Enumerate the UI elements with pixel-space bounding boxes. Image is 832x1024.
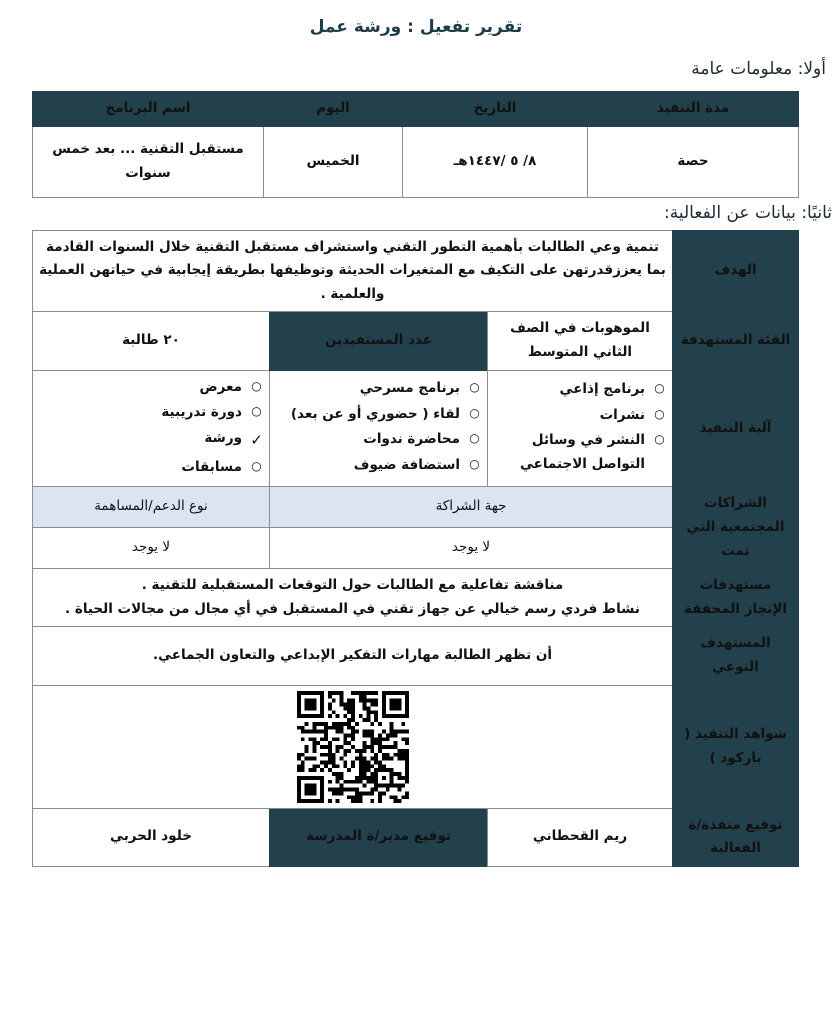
mechanism-option[interactable]	[39, 376, 263, 400]
mechanism-options-column-left	[32, 370, 269, 487]
mechanism-option[interactable]	[39, 401, 263, 425]
column-header-support-type: نوع الدعم/المساهمة	[32, 487, 269, 528]
empty-circle-icon[interactable]	[653, 404, 666, 427]
row-signatures	[32, 808, 798, 866]
achievement-line: مناقشة تفاعلية مع الطالبات حول التوقعات المستقبلية للتقنية .	[141, 577, 564, 594]
mechanism-options-column-middle	[270, 370, 488, 487]
mechanism-option[interactable]	[276, 428, 481, 452]
value-target-group: الموهوبات في الصف الثاني المتوسط	[488, 312, 673, 370]
value-duration: حصة	[588, 127, 799, 198]
value-support-type: لا يوجد	[32, 528, 269, 569]
mechanism-option-label: ورشة	[204, 429, 242, 446]
general-info-table	[32, 91, 799, 198]
column-header-duration: مدة التنفيذ	[588, 92, 799, 127]
label-target-group: الفئة المستهدفة	[673, 312, 799, 370]
option-list-right	[494, 378, 666, 477]
empty-circle-icon[interactable]	[653, 378, 666, 401]
mechanism-option-label: استضافة ضيوف	[353, 457, 460, 474]
mechanism-option[interactable]	[276, 454, 481, 478]
empty-circle-icon[interactable]	[468, 403, 481, 426]
label-achievement-targets: مستهدفات الإنجاز المحققة	[673, 569, 799, 627]
row-qualitative-target	[32, 627, 798, 685]
section-heading-general-info: أولا: معلومات عامة	[691, 59, 826, 80]
row-partnerships-header	[32, 487, 798, 528]
row-achievements	[32, 569, 798, 627]
value-achievement-targets	[32, 569, 672, 627]
achievement-line: نشاط فردي رسم خيالي عن جهاز تقني في المستقبل في أي مجال من مجالات الحياة .	[65, 600, 640, 617]
value-executor-name: ريم القحطاني	[488, 808, 673, 866]
table-header-row	[33, 92, 799, 127]
mechanism-option-label: معرض	[199, 378, 242, 395]
empty-circle-icon[interactable]	[468, 377, 481, 400]
mechanism-option-label: نشرات	[599, 406, 645, 423]
label-qualitative-target: المستهدف النوعي	[673, 627, 799, 685]
mechanism-option-label: محاضرة ندوات	[363, 431, 460, 448]
value-date: ٨/ ٥ /١٤٤٧هـ	[403, 127, 588, 198]
value-day: الخميس	[264, 127, 403, 198]
value-beneficiaries-count: ٢٠ طالبة	[32, 312, 269, 370]
mechanism-option[interactable]	[39, 456, 263, 480]
qr-code-icon[interactable]	[294, 691, 412, 803]
mechanism-option-label: برنامج مسرحي	[359, 380, 460, 397]
column-header-program-name: اسم البرنامج	[33, 92, 264, 127]
checkmark-icon[interactable]	[250, 427, 263, 454]
value-program-name: مستقبل التقنية ... بعد خمس سنوات	[33, 127, 264, 198]
mechanism-option[interactable]	[494, 404, 666, 428]
mechanism-options-column-right	[488, 370, 673, 487]
mechanism-option-label: دورة تدريبية	[161, 404, 242, 421]
empty-circle-icon[interactable]	[250, 456, 263, 479]
empty-circle-icon[interactable]	[250, 401, 263, 424]
empty-circle-icon[interactable]	[250, 376, 263, 399]
option-list-middle	[276, 377, 481, 478]
option-list-left	[39, 376, 263, 480]
column-header-partnership-entity: جهة الشراكة	[270, 487, 673, 528]
value-goal: تنمية وعي الطالبات بأهمية التطور التقني واستشراف مستقبل التقنية خلال السنوات القادمة بما يعززقدرتهن على التكيف مع المتغيرات الحديثة وتوظيفها بطريقة إيجابية في حياتهن العملية والعلمية .	[32, 230, 672, 312]
mechanism-option[interactable]	[39, 427, 263, 454]
page-title: تقرير تفعيل : ورشة عمل	[309, 17, 523, 37]
row-implementation-mechanism	[32, 370, 798, 487]
label-community-partnerships: الشراكات المجتمعية التي تمت	[673, 487, 799, 569]
label-executor-signature: توقيع منفذة/ة الفعالية	[673, 808, 799, 866]
table-row	[33, 127, 799, 198]
activity-table	[32, 230, 799, 867]
row-goal	[32, 230, 798, 312]
empty-circle-icon[interactable]	[468, 428, 481, 451]
label-beneficiaries-count: عدد المستفيدين	[270, 312, 488, 370]
value-qualitative-target: أن تظهر الطالبة مهارات التفكير الإبداعي والتعاون الجماعي.	[32, 627, 672, 685]
evidence-qr-container	[32, 685, 672, 808]
mechanism-option-label: برنامج إذاعي	[559, 381, 645, 398]
mechanism-option[interactable]	[494, 378, 666, 402]
section-heading-activity-data: ثانيًا: بيانات عن الفعالية:	[664, 203, 832, 224]
value-principal-name: خلود الحربي	[32, 808, 269, 866]
value-partnership-entity: لا يوجد	[270, 528, 673, 569]
mechanism-option-label: النشر في وسائل التواصل الاجتماعي	[519, 432, 645, 473]
label-evidence-barcode: شواهد التنفيذ ( باركود )	[673, 685, 799, 808]
mechanism-option[interactable]	[276, 403, 481, 427]
empty-circle-icon[interactable]	[468, 454, 481, 477]
mechanism-option-label: لقاء ( حضوري أو عن بعد)	[290, 405, 460, 422]
mechanism-option[interactable]	[276, 377, 481, 401]
mechanism-option-label: مسابقات	[181, 458, 242, 475]
column-header-day: اليوم	[264, 92, 403, 127]
mechanism-option[interactable]	[494, 429, 666, 476]
label-principal-signature: توقيع مدير/ة المدرسة	[270, 808, 488, 866]
label-goal: الهدف	[673, 230, 799, 312]
empty-circle-icon[interactable]	[653, 429, 666, 452]
row-evidence-barcode	[32, 685, 798, 808]
column-header-date: التاريخ	[403, 92, 588, 127]
row-target-group	[32, 312, 798, 370]
label-implementation-mechanism: آلية التنفيذ	[673, 370, 799, 487]
